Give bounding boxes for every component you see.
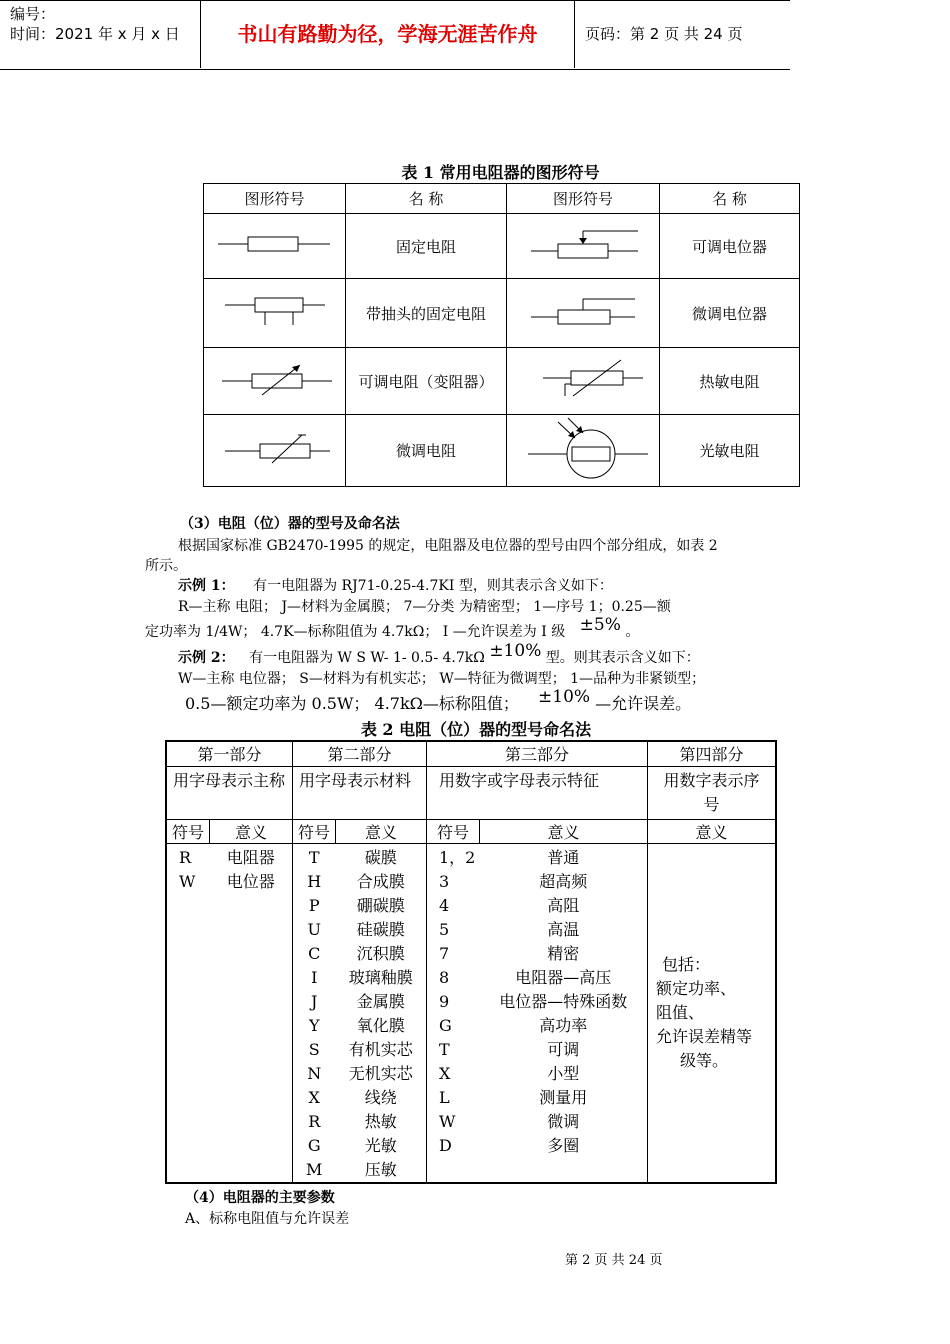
list-item: 7 <box>439 943 450 963</box>
list-item: 合成膜 <box>356 871 405 891</box>
col4-note-line: 包括： <box>662 954 711 974</box>
list-item: 硅碳膜 <box>356 919 405 939</box>
list-item: 电位器 <box>226 871 275 891</box>
list-item: T <box>308 847 320 867</box>
list-item: W <box>179 871 196 891</box>
list-item: L <box>439 1087 450 1107</box>
list-item: 多圈 <box>547 1135 580 1155</box>
list-item: Y <box>308 1015 320 1035</box>
example1-detail-text: 定功率为 1/4W； 4.7K—标称阻值为 4.7kΩ； I —允许误差为 I 级 <box>145 624 566 640</box>
tolerance-5: ±5% <box>579 615 621 635</box>
thermistor-symbol <box>507 348 660 415</box>
col2-meanings <box>336 843 427 1183</box>
table1-caption: 表 1 常用电阻器的图形符号 <box>401 163 600 182</box>
list-item: G <box>439 1015 452 1035</box>
list-item: M <box>306 1159 323 1179</box>
section4-title: （4）电阻器的主要参数 <box>185 1190 335 1206</box>
list-item: 高温 <box>547 919 580 939</box>
list-item: D <box>439 1135 452 1155</box>
section3-paragraph-cont: 所示。 <box>145 558 187 574</box>
list-item: T <box>439 1039 450 1059</box>
list-item: X <box>308 1087 320 1107</box>
list-item: 金属膜 <box>356 991 405 1011</box>
list-item: 电位器—特殊函数 <box>499 991 628 1011</box>
header-page-label: 页码：第 2 页 共 24 页 <box>585 25 743 43</box>
number-label: 编号： <box>10 5 56 23</box>
photoresistor-symbol <box>507 415 660 487</box>
list-item: 超高频 <box>539 871 588 891</box>
example2-end: 型。则其表示含义如下： <box>545 650 700 666</box>
list-item: C <box>308 943 321 963</box>
table2-part: 第二部分 <box>293 741 427 766</box>
table2-caption: 表 2 电阻（位）器的型号命名法 <box>360 720 592 739</box>
table1-name: 带抽头的固定电阻 <box>346 279 507 348</box>
col4-note-line: 阻值、 <box>656 1002 705 1022</box>
example1-detail: R—主称 电阻； J—材料为金属膜； 7—分类 为精密型； 1—序号 1；0.25—额 <box>178 599 671 615</box>
table1-header: 图形符号 <box>204 184 346 214</box>
table1 <box>203 183 800 487</box>
list-item: 1，2 <box>439 847 476 867</box>
example2-detail-cont <box>185 687 692 714</box>
table1-name: 热敏电阻 <box>660 348 800 415</box>
list-item: S <box>308 1039 320 1059</box>
table2-part: 第四部分 <box>648 741 777 766</box>
table1-name: 可调电阻（变阻器） <box>346 348 507 415</box>
tapped-resistor-symbol <box>204 279 346 348</box>
section4-item-a: A、标称电阻值与允许误差 <box>185 1211 350 1227</box>
list-item: 有机实芯 <box>348 1039 413 1059</box>
example1-end: 。 <box>625 624 640 640</box>
col2-symbols <box>293 843 336 1183</box>
list-item: 普通 <box>547 847 580 867</box>
table2-subheader: 意义 <box>210 819 293 843</box>
table1-name: 微调电阻 <box>346 415 507 487</box>
table2-subheader: 意义 <box>480 819 648 843</box>
list-item: 氧化膜 <box>356 1015 405 1035</box>
table1-name: 光敏电阻 <box>660 415 800 487</box>
list-item: 碳膜 <box>364 847 397 867</box>
list-item: P <box>308 895 320 915</box>
col4-note-line: 级等。 <box>680 1050 729 1070</box>
time-label: 时间：2021 年 x 月 x 日 <box>10 25 180 43</box>
list-item: H <box>307 871 322 891</box>
list-item: 小型 <box>547 1063 580 1083</box>
section3-title: （3）电阻（位）器的型号及命名法 <box>180 516 400 532</box>
list-item: R <box>179 847 192 867</box>
example2-detail-end: —允许误差。 <box>595 694 692 713</box>
table2-part: 第一部分 <box>166 741 293 766</box>
list-item: 光敏 <box>364 1135 397 1155</box>
col3-meanings <box>480 843 648 1183</box>
table2-desc: 用字母表示主称 <box>166 766 293 819</box>
example2-label: 示例 2： <box>178 650 235 666</box>
table2-subheader: 意义 <box>648 819 777 843</box>
table2 <box>165 740 777 1184</box>
col4-note <box>648 843 777 1183</box>
table2-subheader: 符号 <box>166 819 210 843</box>
example1-detail-cont <box>145 615 640 641</box>
list-item: 5 <box>439 919 450 939</box>
list-item: 精密 <box>547 943 580 963</box>
list-item: J <box>311 991 318 1011</box>
list-item: I <box>311 967 318 987</box>
table1-header: 名 称 <box>660 184 800 214</box>
tolerance-10-second: ±10% <box>538 687 591 707</box>
list-item: 高阻 <box>547 895 580 915</box>
list-item: 9 <box>439 991 450 1011</box>
list-item: 高功率 <box>539 1015 588 1035</box>
table2-subheader: 符号 <box>293 819 336 843</box>
table1-name: 微调电位器 <box>660 279 800 348</box>
section3-paragraph: 根据国家标准 GB2470-1995 的规定，电阻器及电位器的型号由四个部分组成，如表 2 <box>178 538 718 554</box>
list-item: 热敏 <box>364 1111 397 1131</box>
list-item: X <box>439 1063 451 1083</box>
fixed-resistor-symbol <box>204 214 346 279</box>
table2-subheader: 符号 <box>427 819 480 843</box>
table1-name: 固定电阻 <box>346 214 507 279</box>
page-header <box>0 0 790 70</box>
page-footer: 第 2 页 共 24 页 <box>565 1253 663 1268</box>
example2-detail: W—主称 电位器； S—材料为有机实芯； W—特征为微调型； 1—品种为非紧锁型； <box>178 671 706 687</box>
tolerance-10: ±10% <box>489 641 542 661</box>
col4-note-line: 允许误差精等 <box>656 1026 753 1046</box>
col4-note-line: 额定功率、 <box>656 978 737 998</box>
list-item: 8 <box>439 967 450 987</box>
table1-name: 可调电位器 <box>660 214 800 279</box>
list-item: 压敏 <box>364 1159 397 1179</box>
col1-symbols <box>166 843 210 1183</box>
list-item: 玻璃釉膜 <box>348 967 413 987</box>
col1-meanings <box>210 843 293 1183</box>
trimmer-potentiometer-symbol <box>507 279 660 348</box>
example1-label: 示例 1： <box>178 578 235 594</box>
list-item: G <box>307 1135 321 1155</box>
list-item: 硼碳膜 <box>356 895 405 915</box>
example1-line <box>178 575 613 595</box>
table2-subheader: 意义 <box>336 819 427 843</box>
list-item: 电阻器—高压 <box>515 967 612 987</box>
adjustable-potentiometer-symbol <box>507 214 660 279</box>
list-item: 微调 <box>547 1111 580 1131</box>
example1-text: 有一电阻器为 RJ71-0.25-4.7KI 型，则其表示含义如下： <box>253 578 613 594</box>
list-item: 沉积膜 <box>356 943 405 963</box>
example2-line <box>178 641 700 667</box>
table2-desc: 用字母表示材料 <box>293 766 427 819</box>
example2-detail-text: 0.5—额定功率为 0.5W； 4.7kΩ—标称阻值； <box>185 694 519 713</box>
variable-resistor-symbol <box>204 348 346 415</box>
list-item: N <box>307 1063 322 1083</box>
list-item: W <box>439 1111 456 1131</box>
list-item: 无机实芯 <box>348 1063 413 1083</box>
trimmer-resistor-symbol <box>204 415 346 487</box>
list-item: 线绕 <box>364 1087 397 1107</box>
table2-desc: 用数字或字母表示特征 <box>427 766 648 819</box>
list-item: R <box>308 1111 321 1131</box>
header-motto: 书山有路勤为径，学海无涯苦作舟 <box>200 0 575 68</box>
list-item: 测量用 <box>539 1087 588 1107</box>
list-item: 4 <box>439 895 450 915</box>
list-item: 电阻器 <box>226 847 275 867</box>
header-meta <box>0 0 200 68</box>
example2-text: 有一电阻器为 W S W- 1- 0.5- 4.7kΩ <box>249 650 485 666</box>
list-item: 3 <box>439 871 450 891</box>
table1-header: 图形符号 <box>507 184 660 214</box>
col3-symbols <box>427 843 480 1183</box>
table2-part: 第三部分 <box>427 741 648 766</box>
table2-desc: 用数字表示序号 <box>648 766 777 819</box>
table1-header: 名 称 <box>346 184 507 214</box>
list-item: U <box>307 919 321 939</box>
list-item: 可调 <box>547 1039 580 1059</box>
